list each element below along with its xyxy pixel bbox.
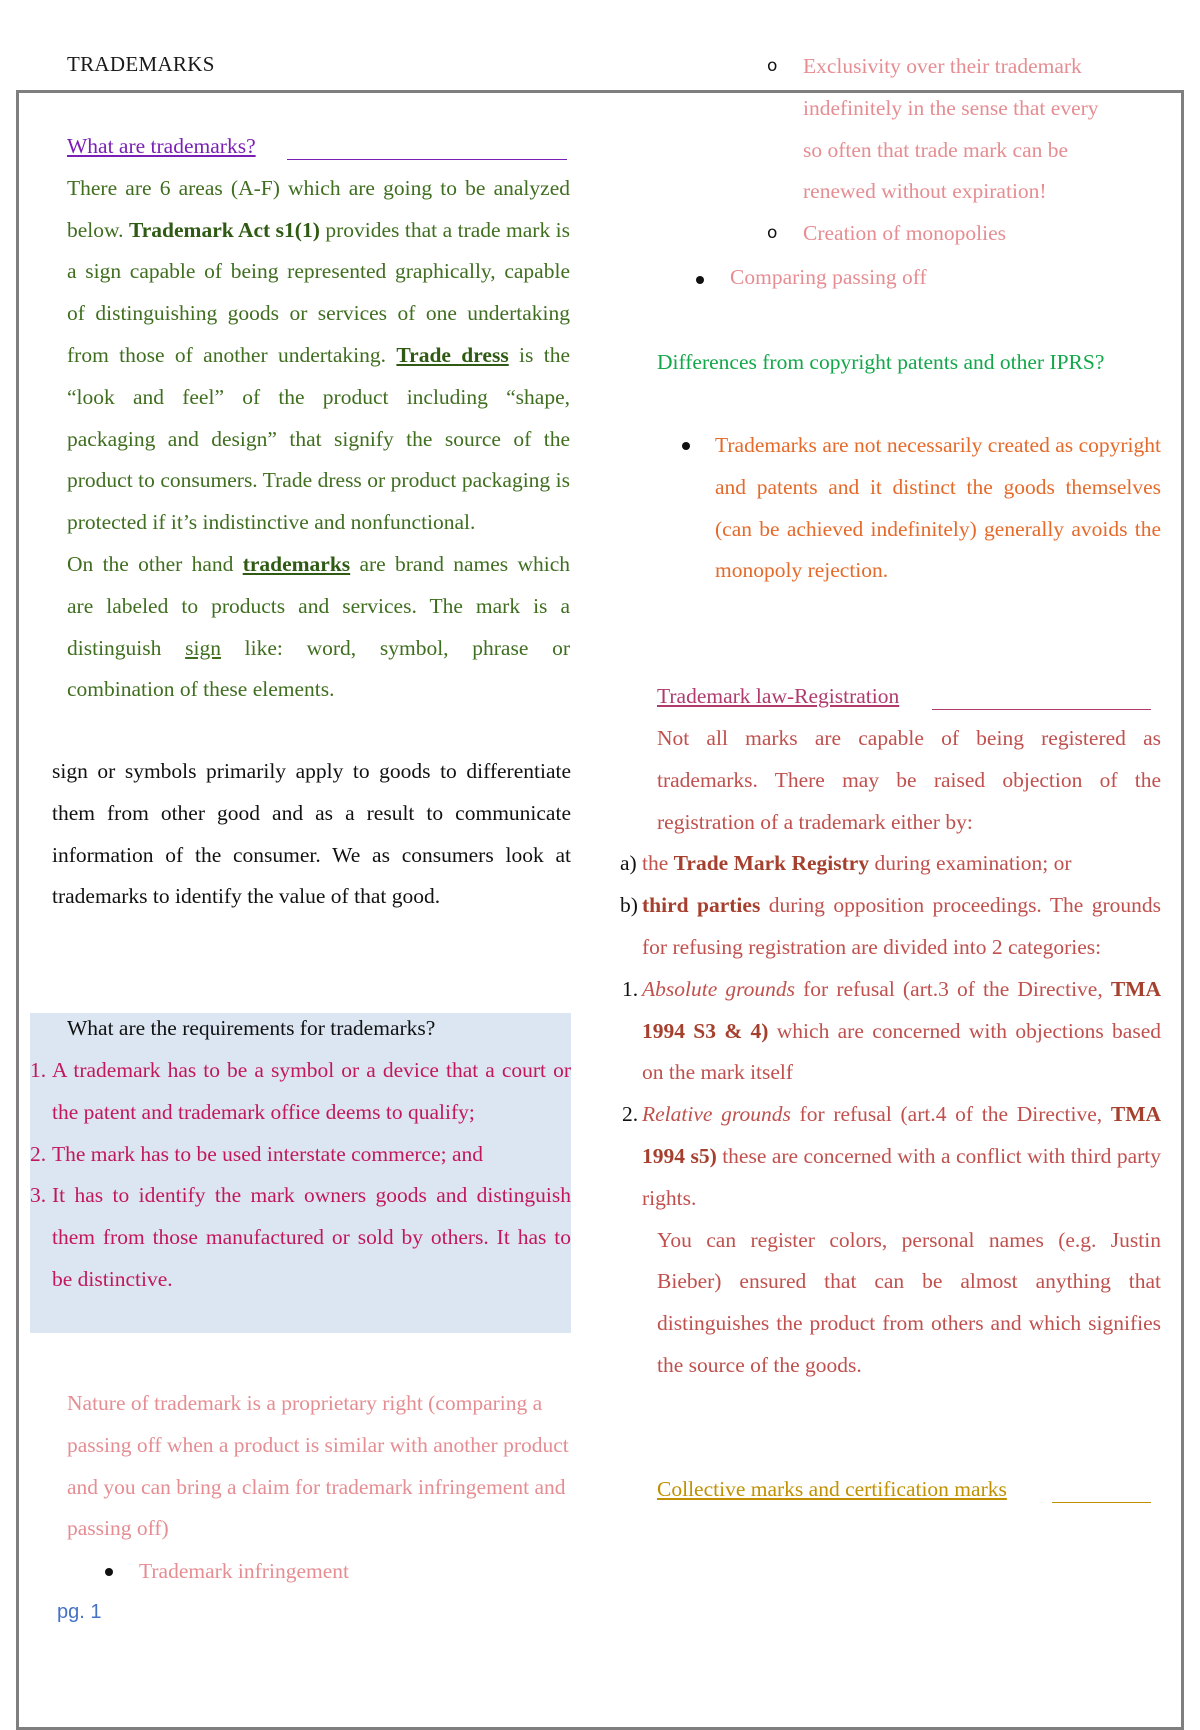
paragraph-trademark-definition: There are 6 areas (A-F) which are going to be analyzed below. Trademark Act s1(1) provides that a trade mark is a sign capable of being represented graphically, capable of distinguishing goods or services of one undertaking from those of another undertaking. Trade dress is the “look and feel” of the product including “shape, packaging and design” that signify the source of the product to consumers. Trade dress or product packaging is protected if it’s indistinctive and nonfunctional. xyxy=(67,175,571,535)
heading-registration: Trademark law-Registration xyxy=(657,676,1151,718)
bullet-differences: Trademarks are not necessarily created as copyright and patents and it distinct the goods themselves (can be achieved indefinitely) generally avoids the monopoly rejection. xyxy=(657,425,1161,592)
grounds-item-relative: 2. Relative grounds for refusal (art.4 of the Directive, TMA 1994 s5) these are concerned with a conflict with third party rights. xyxy=(622,1102,1162,1210)
heading-requirements: What are the requirements for trademarks? xyxy=(67,1016,436,1040)
requirements-list xyxy=(30,1050,571,1301)
left-column xyxy=(67,126,570,711)
heading-underline xyxy=(287,159,567,160)
heading-collective-marks: Collective marks and certification marks xyxy=(657,1469,1151,1511)
heading-differences: Differences from copyright patents and other IPRS? xyxy=(657,350,1105,374)
heading-what-are-trademarks: What are trademarks? xyxy=(67,126,567,168)
heading-underline xyxy=(932,709,1151,710)
paragraph-sign-symbols: sign or symbols primarily apply to goods to differentiate them from other good and as a result to communicate information of the consumer. We as consumers look at trademarks to identify the value of that good. xyxy=(52,759,571,909)
paragraph-nature-of-trademark: Nature of trademark is a proprietary right (comparing a passing off when a product is similar with another product and you can bring a claim for trademark infringement and passing off) xyxy=(67,1391,569,1541)
requirement-item: 1. A trademark has to be a symbol or a device that a court or the patent and trademark office deems to qualify; xyxy=(30,1058,571,1124)
bullet-comparing-passing-off: Comparing passing off xyxy=(657,257,1161,299)
paragraph-brand-names: On the other hand trademarks are brand names which are labeled to products and services. The mark is a distinguish sign like: word, symbol, phrase or combination of these elements. xyxy=(67,551,571,702)
requirement-item: 3. It has to identify the mark owners goods and distinguish them from those manufactured or sold by others. It has to be distinctive. xyxy=(30,1183,571,1291)
bullet-dot-icon xyxy=(105,1568,113,1576)
registration-item-b: b) third parties during opposition proceedings. The grounds for refusing registration are divided into 2 categories: xyxy=(620,893,1161,959)
heading-underline xyxy=(1052,1502,1151,1503)
requirement-item: 2. The mark has to be used interstate commerce; and xyxy=(30,1141,484,1166)
registration-item-a: a) the Trade Mark Registry during examination; or xyxy=(620,851,1072,876)
bullet-dot-icon xyxy=(682,442,690,450)
document-header-title: TRADEMARKS xyxy=(67,52,215,76)
circle-bullet-icon: o xyxy=(767,223,778,244)
sub-bullet-monopolies: o Creation of monopolies xyxy=(657,213,1161,255)
sub-bullet-exclusivity: o Exclusivity over their trademark indefinitely in the sense that every so often that trade mark can be renewed without expiration! xyxy=(657,46,1161,213)
bullet-dot-icon xyxy=(696,276,704,284)
page-number: pg. 1 xyxy=(57,1601,102,1623)
bullet-trademark-infringement: Trademark infringement xyxy=(67,1551,571,1593)
circle-bullet-icon: o xyxy=(767,56,778,76)
registration-section: Not all marks are capable of being registered as trademarks. There may be raised objection of the registration of a trademark either by: a) the Trade Mark Registry during examination; or b) third parties during opposition proceedings. The grounds for refusing registration are divided into 2 categories: 1. Absolute grounds for refusal (art.3 of the Directive, TMA 1994 S3 & 4) which are concerned with objections based on the mark itself 2. Relative grounds for refusal (art.4 of the Directive, TMA 1994 s5) these are concerned with a conflict with third party rights. You can register colors, personal names (e.g. Justin Bieber) ensured that can be almost anything that distinguishes the product from others and which signifies the source of the goods. xyxy=(620,726,1162,1377)
right-column xyxy=(657,46,1161,299)
grounds-item-absolute: 1. Absolute grounds for refusal (art.3 of the Directive, TMA 1994 S3 & 4) which are concerned with objections based on the mark itself xyxy=(622,976,1162,1085)
